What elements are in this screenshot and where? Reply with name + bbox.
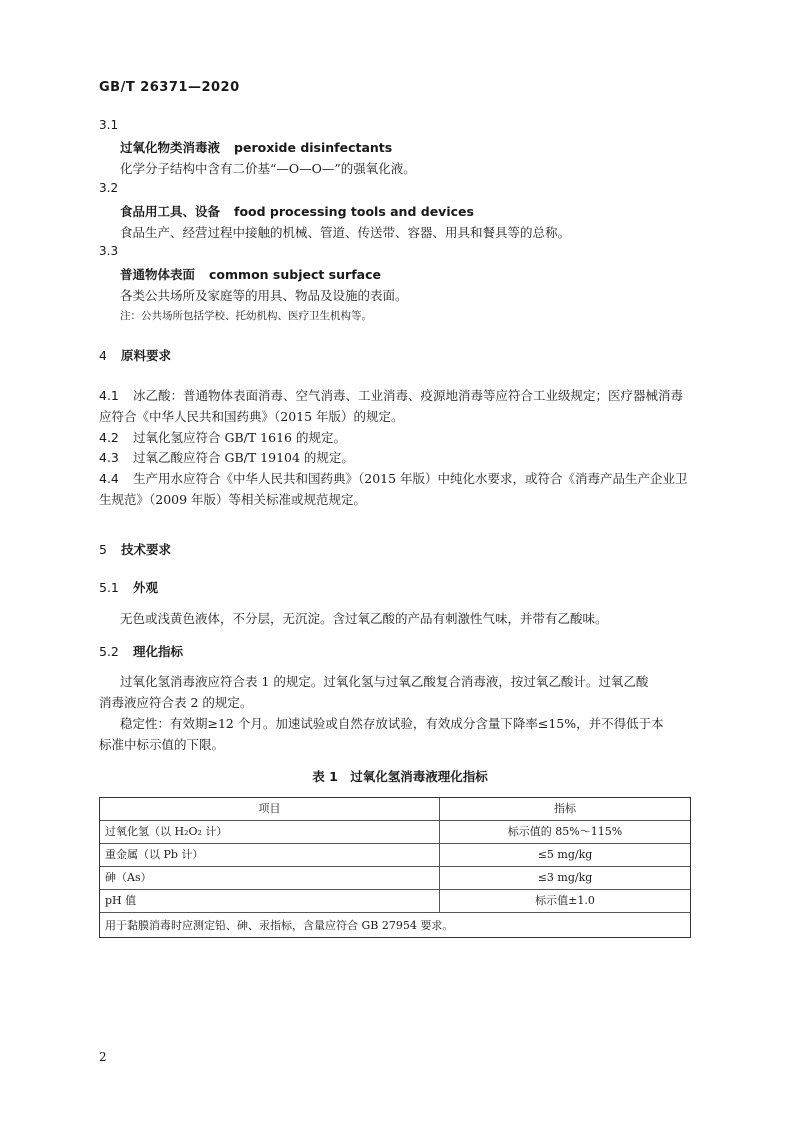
clause-text: 生产用水应符合《中华人民共和国药典》（2015 年版）中纯化水要求，或符合《消毒产品生产企业卫 [133, 471, 688, 486]
table-1 [99, 797, 691, 938]
paragraph-cont: 标准中标示值的下限。 [99, 737, 225, 752]
clause-text: 过氧化氢应符合 GB/T 1616 的规定。 [133, 430, 346, 445]
table-row [100, 890, 690, 913]
clause-text: 过氧乙酸应符合 GB/T 19104 的规定。 [133, 450, 354, 465]
subsection-heading [99, 642, 183, 660]
term-title [120, 265, 381, 283]
paragraph: 过氧化氢消毒液应符合表 1 的规定。过氧化氢与过氧乙酸复合消毒液，按过氧乙酸计。过氧乙酸 [120, 674, 649, 689]
term-definition: 各类公共场所及家庭等的用具、物品及设施的表面。 [120, 288, 408, 303]
subsection-heading [99, 578, 158, 596]
subsection-title: 理化指标 [133, 644, 184, 659]
clause-text: 冰乙酸：普通物体表面消毒、空气消毒、工业消毒、疫源地消毒等应符合工业级规定；医疗器械消毒 [133, 388, 684, 403]
subsection-number: 5.1 [99, 580, 119, 595]
clause-item [99, 428, 346, 446]
table-footnote: 用于黏膜消毒时应测定铅、砷、汞指标，含量应符合 GB 27954 要求。 [105, 919, 454, 932]
table-cell: pH 值 [100, 890, 440, 912]
term-number: 3.3 [99, 244, 119, 258]
clause-number: 4.4 [99, 471, 119, 486]
clause-number: 4.2 [99, 430, 119, 445]
table-cell: 过氧化氢（以 H₂O₂ 计） [100, 821, 440, 843]
table-cell: 重金属（以 Pb 计） [100, 844, 440, 866]
section-heading [99, 540, 171, 558]
page-number: 2 [99, 1050, 107, 1064]
term-title [120, 202, 474, 220]
term-title [120, 138, 392, 156]
table-cell: ≤3 mg/kg [537, 871, 593, 884]
table-row [100, 867, 690, 890]
paragraph-cont: 消毒液应符合表 2 的规定。 [99, 695, 253, 710]
table-cell: 标示值的 85%～115% [507, 825, 623, 838]
subsection-title: 外观 [133, 580, 159, 595]
table-header-cell: 指标 [554, 802, 576, 815]
term-definition: 化学分子结构中含有二价基“—O—O—”的强氧化液。 [120, 161, 416, 176]
term-zh: 过氧化物类消毒液 [120, 140, 221, 155]
clause-text-cont: 生规范》（2009 年版）等相关标准或规范规定。 [99, 492, 367, 507]
clause-item [99, 386, 683, 404]
standard-header: GB/T 26371—2020 [99, 80, 240, 95]
table-cell: 标示值±1.0 [535, 894, 595, 907]
table-header-row [100, 798, 690, 821]
term-zh: 食品用工具、设备 [120, 204, 221, 219]
subsection-number: 5.2 [99, 644, 119, 659]
table-cell: 砷（As） [100, 867, 440, 889]
clause-number: 4.1 [99, 388, 119, 403]
term-definition: 食品生产、经营过程中接触的机械、管道、传送带、容器、用具和餐具等的总称。 [120, 225, 571, 240]
section-number: 4 [99, 348, 107, 363]
clause-number: 4.3 [99, 450, 119, 465]
term-en: peroxide disinfectants [234, 140, 393, 155]
clause-item [99, 448, 354, 466]
term-zh: 普通物体表面 [120, 267, 196, 282]
term-number: 3.2 [99, 181, 119, 195]
section-number: 5 [99, 542, 107, 557]
section-heading [99, 346, 171, 364]
appearance-text: 无色或浅黄色液体，不分层，无沉淀。含过氧乙酸的产品有刺激性气味，并带有乙酸味。 [120, 611, 608, 626]
section-title: 技术要求 [121, 542, 172, 557]
table-header-cell: 项目 [100, 798, 440, 820]
table-row [100, 844, 690, 867]
paragraph: 稳定性：有效期≥12 个月。加速试验或自然存放试验，有效成分含量下降率≤15%，并不得低于本 [120, 716, 664, 731]
table-caption: 表 1 过氧化氢消毒液理化指标 [312, 769, 488, 784]
term-en: common subject surface [209, 267, 381, 282]
clause-item [99, 469, 688, 487]
table-cell: ≤5 mg/kg [537, 848, 593, 861]
term-en: food processing tools and devices [234, 204, 474, 219]
section-title: 原料要求 [121, 348, 172, 363]
clause-text-cont: 应符合《中华人民共和国药典》（2015 年版）的规定。 [99, 409, 404, 424]
table-row [100, 821, 690, 844]
term-note: 注：公共场所包括学校、托幼机构、医疗卫生机构等。 [120, 310, 372, 322]
term-number: 3.1 [99, 118, 119, 132]
